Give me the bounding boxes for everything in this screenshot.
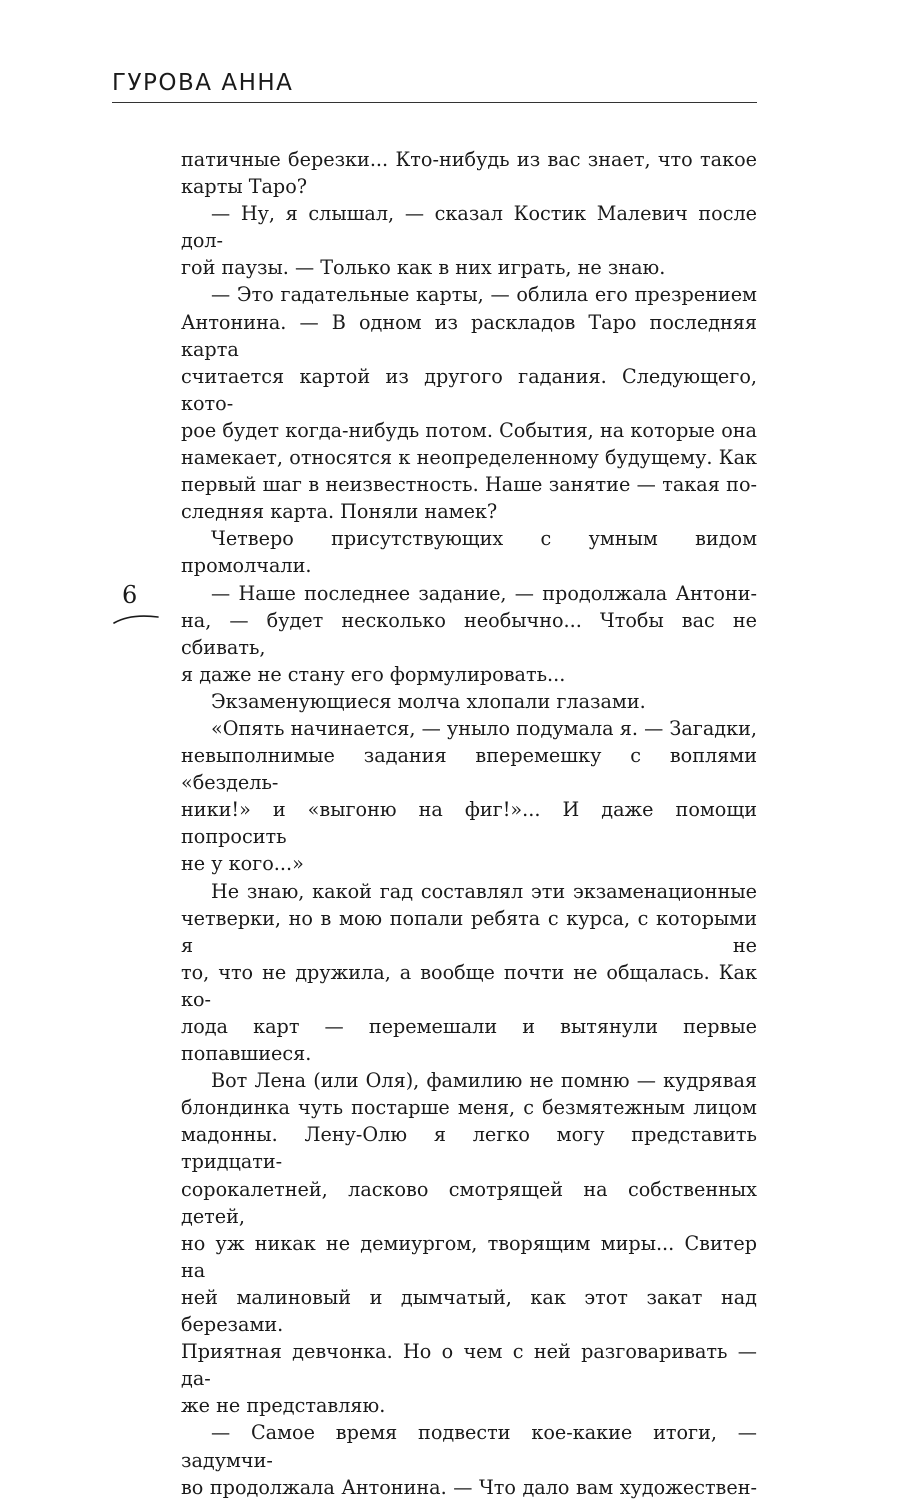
text-line: не у кого...» [181, 852, 304, 876]
text-line: рое будет когда-нибудь потом. События, на которые она [181, 418, 757, 442]
body-text [181, 146, 757, 1501]
running-head: ГУРОВА АННА [112, 70, 294, 96]
text-line: мадонны. Лену-Олю я легко могу представить тридцати- [181, 1123, 757, 1174]
text-line: же не представляю. [181, 1394, 386, 1418]
text-line: сорокалетней, ласково смотрящей на собственных детей, [181, 1177, 757, 1228]
text-line: Приятная девчонка. Но о чем с ней разговаривать — да- [181, 1340, 757, 1391]
text-line: во продолжала Антонина. — Что дало вам художествен- [181, 1475, 757, 1499]
header-rule [112, 102, 757, 103]
text-line: но уж никак не демиургом, творящим миры... Свитер на [181, 1231, 757, 1282]
paragraph [181, 688, 757, 715]
paragraph [181, 525, 757, 579]
text-line: невыполнимые задания вперемешку с воплями «бездель- [181, 744, 757, 795]
text-line: «Опять начинается, — уныло подумала я. — Загадки, [211, 716, 757, 740]
text-line: четверки, но в мою попали ребята с курса, с которыми я не [181, 906, 757, 957]
paragraph [181, 878, 757, 1068]
paragraph [181, 1067, 757, 1419]
text-line: ники!» и «выгоню на фиг!»... И даже помощи попросить [181, 798, 757, 849]
text-line: — Самое время подвести кое-какие итоги, — задумчи- [181, 1421, 757, 1472]
text-line: ней малиновый и дымчатый, как этот закат над березами. [181, 1285, 757, 1337]
text-line: то, что не дружила, а вообще почти не общалась. Как ко- [181, 960, 757, 1011]
text-line: Экзаменующиеся молча хлопали глазами. [211, 689, 646, 713]
text-line: гой паузы. — Только как в них играть, не знаю. [181, 256, 666, 280]
page-number: 6 [122, 581, 138, 609]
text-line: намекает, относятся к неопределенному будущему. Как [181, 446, 757, 470]
text-line: считается картой из другого гадания. Следующего, кото- [181, 364, 757, 415]
page-number-swash [112, 612, 160, 626]
paragraph [181, 146, 757, 200]
text-line: блондинка чуть постарше меня, с безмятежным лицом [181, 1096, 757, 1120]
paragraph [181, 715, 757, 878]
text-line: следняя карта. Поняли намек? [181, 500, 498, 524]
text-line: на, — будет несколько необычно... Чтобы вас не сбивать, [181, 608, 757, 659]
text-line: Антонина. — В одном из раскладов Таро последняя карта [181, 310, 757, 361]
text-line: Вот Лена (или Оля), фамилию не помню — кудрявая [211, 1069, 757, 1093]
text-line: карты Таро? [181, 175, 308, 199]
text-line: лода карт — перемешали и вытянули первые попавшиеся. [181, 1015, 757, 1066]
paragraph [181, 580, 757, 688]
text-line: — Это гадательные карты, — облила его презрением [211, 283, 757, 307]
text-line: — Наше последнее задание, — продолжала Антони- [211, 581, 757, 605]
text-line: первый шаг в неизвестность. Наше занятие — такая по- [181, 473, 757, 497]
paragraph [181, 200, 757, 281]
text-line: — Ну, я слышал, — сказал Костик Малевич после дол- [181, 202, 757, 253]
text-line: Четверо присутствующих с умным видом промолчали. [181, 527, 757, 578]
text-line: я даже не стану его формулировать... [181, 662, 566, 686]
text-line: патичные березки... Кто-нибудь из вас знает, что такое [181, 148, 757, 171]
paragraph [181, 1419, 757, 1500]
paragraph [181, 281, 757, 525]
text-line: Не знаю, какой гад составлял эти экзаменационные [211, 879, 757, 903]
